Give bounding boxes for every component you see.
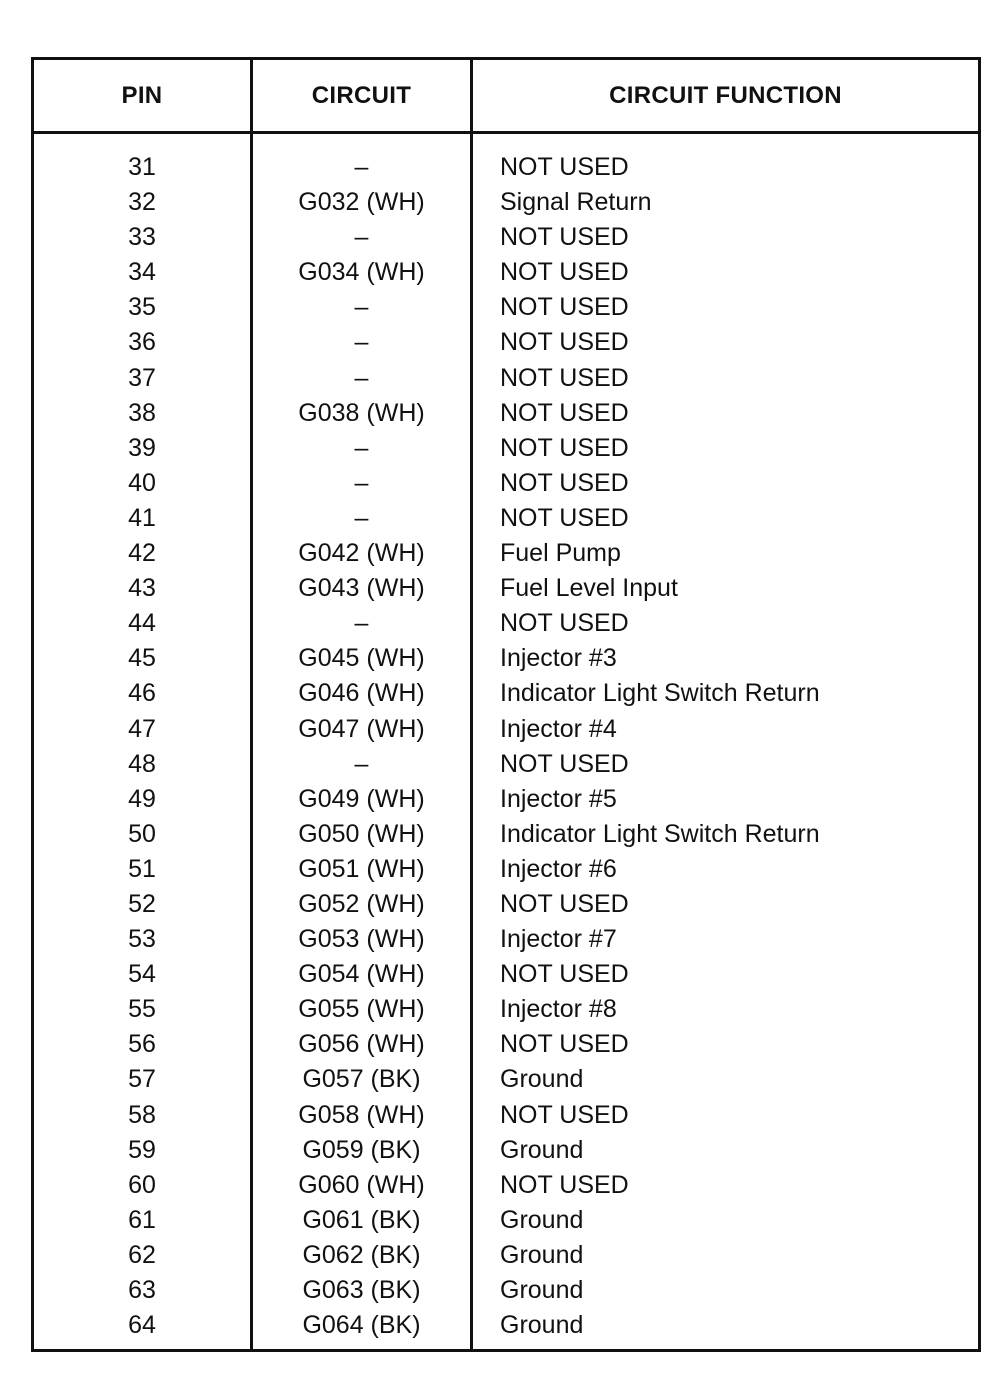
table-row <box>34 712 978 747</box>
circuit-function-cell: Injector #5 <box>500 784 617 813</box>
circuit-cell: – <box>354 609 369 638</box>
table-row <box>34 606 978 641</box>
circuit-function-cell: Ground <box>500 1065 584 1094</box>
pin-cell: 59 <box>128 1135 156 1164</box>
pin-cell: 58 <box>128 1100 156 1129</box>
circuit-cell: – <box>354 468 369 497</box>
table-row <box>34 150 978 185</box>
circuit-cell: G055 (WH) <box>298 995 425 1024</box>
pin-cell: 62 <box>128 1240 156 1269</box>
pin-cell: 61 <box>128 1205 156 1234</box>
circuit-cell: – <box>354 363 369 392</box>
pin-cell: 60 <box>128 1170 156 1199</box>
circuit-function-cell: Ground <box>500 1276 584 1304</box>
header-circuit: CIRCUIT <box>311 81 412 109</box>
circuit-cell: – <box>354 503 369 532</box>
circuit-cell: G032 (WH) <box>298 188 425 217</box>
table-row <box>34 361 978 396</box>
pin-cell: 56 <box>128 1030 156 1059</box>
circuit-cell: G053 (WH) <box>298 925 425 954</box>
table-body <box>34 150 978 1343</box>
circuit-function-cell: Injector #3 <box>500 644 617 673</box>
circuit-cell: G038 (WH) <box>298 398 425 427</box>
pin-cell: 44 <box>128 609 156 638</box>
circuit-function-cell: Signal Return <box>500 188 652 217</box>
circuit-function-cell: Ground <box>500 1240 584 1269</box>
circuit-function-cell: NOT USED <box>500 433 629 462</box>
table-row <box>34 676 978 711</box>
circuit-cell: G052 (WH) <box>298 889 425 918</box>
header-circuit-function: CIRCUIT FUNCTION <box>609 81 842 109</box>
pin-cell: 48 <box>128 749 156 778</box>
circuit-cell: G051 (WH) <box>298 854 425 883</box>
circuit-cell: G047 (WH) <box>298 714 425 743</box>
table-row <box>34 1273 978 1308</box>
circuit-cell: G064 (BK) <box>302 1311 421 1340</box>
circuit-cell: – <box>354 433 369 462</box>
pin-cell: 42 <box>128 539 156 568</box>
table-row <box>34 852 978 887</box>
pin-cell: 63 <box>128 1276 156 1304</box>
table-row <box>34 571 978 606</box>
table-row <box>34 185 978 220</box>
table-row <box>34 957 978 992</box>
circuit-function-cell: NOT USED <box>500 1170 629 1199</box>
circuit-function-cell: Injector #4 <box>500 714 617 743</box>
circuit-cell: G062 (BK) <box>302 1240 421 1269</box>
circuit-cell: – <box>354 328 369 357</box>
circuit-function-cell: Fuel Pump <box>500 539 621 568</box>
table-row <box>34 1203 978 1238</box>
pin-cell: 45 <box>128 644 156 673</box>
circuit-function-cell: Fuel Level Input <box>500 574 678 603</box>
table-row <box>34 1133 978 1168</box>
header-rule <box>34 131 978 134</box>
pin-cell: 39 <box>128 433 156 462</box>
table-row <box>34 922 978 957</box>
circuit-function-cell: Injector #6 <box>500 854 617 883</box>
table-row <box>34 1238 978 1273</box>
circuit-function-cell: Ground <box>500 1311 584 1340</box>
table-row <box>34 1308 978 1343</box>
pin-cell: 49 <box>128 784 156 813</box>
pin-cell: 55 <box>128 995 156 1024</box>
circuit-cell: G058 (WH) <box>298 1100 425 1129</box>
circuit-function-cell: Ground <box>500 1205 584 1234</box>
circuit-function-cell: Ground <box>500 1135 584 1164</box>
circuit-function-cell: Indicator Light Switch Return <box>500 819 820 848</box>
pin-cell: 40 <box>128 468 156 497</box>
circuit-function-cell: NOT USED <box>500 328 629 357</box>
pin-cell: 53 <box>128 925 156 954</box>
pin-circuit-table <box>31 57 981 1352</box>
table-row <box>34 817 978 852</box>
circuit-function-cell: NOT USED <box>500 609 629 638</box>
table-row <box>34 220 978 255</box>
pin-cell: 32 <box>128 188 156 217</box>
pin-cell: 35 <box>128 293 156 322</box>
table-row <box>34 396 978 431</box>
circuit-function-cell: Injector #8 <box>500 995 617 1024</box>
pin-cell: 43 <box>128 574 156 603</box>
table-row <box>34 782 978 817</box>
pin-cell: 57 <box>128 1065 156 1094</box>
pin-cell: 54 <box>128 960 156 989</box>
pin-cell: 37 <box>128 363 156 392</box>
circuit-cell: G049 (WH) <box>298 784 425 813</box>
header-pin: PIN <box>121 81 163 109</box>
pin-cell: 51 <box>128 854 156 883</box>
circuit-cell: G050 (WH) <box>298 819 425 848</box>
pin-cell: 34 <box>128 258 156 287</box>
circuit-function-cell: NOT USED <box>500 398 629 427</box>
table-row <box>34 325 978 360</box>
circuit-function-cell: NOT USED <box>500 1100 629 1129</box>
pin-cell: 33 <box>128 223 156 252</box>
circuit-cell: G063 (BK) <box>302 1276 421 1304</box>
pin-cell: 31 <box>128 153 156 181</box>
circuit-function-cell: NOT USED <box>500 468 629 497</box>
table-row <box>34 1098 978 1133</box>
circuit-function-cell: NOT USED <box>500 749 629 778</box>
pin-cell: 41 <box>128 503 156 532</box>
table-row <box>34 1062 978 1097</box>
table-row <box>34 255 978 290</box>
table-row <box>34 536 978 571</box>
circuit-function-cell: NOT USED <box>500 258 629 287</box>
circuit-cell: G061 (BK) <box>302 1205 421 1234</box>
pin-cell: 50 <box>128 819 156 848</box>
circuit-cell: G046 (WH) <box>298 679 425 708</box>
circuit-cell: G043 (WH) <box>298 574 425 603</box>
circuit-function-cell: Injector #7 <box>500 925 617 954</box>
circuit-function-cell: NOT USED <box>500 889 629 918</box>
circuit-cell: G034 (WH) <box>298 258 425 287</box>
circuit-function-cell: NOT USED <box>500 153 629 181</box>
circuit-cell: G045 (WH) <box>298 644 425 673</box>
table-row <box>34 466 978 501</box>
pin-cell: 46 <box>128 679 156 708</box>
circuit-cell: – <box>354 223 369 252</box>
circuit-cell: G057 (BK) <box>302 1065 421 1094</box>
circuit-function-cell: NOT USED <box>500 223 629 252</box>
pin-cell: 36 <box>128 328 156 357</box>
table-row <box>34 431 978 466</box>
table-row <box>34 992 978 1027</box>
pin-cell: 38 <box>128 398 156 427</box>
table-row <box>34 501 978 536</box>
circuit-cell: G054 (WH) <box>298 960 425 989</box>
circuit-cell: G056 (WH) <box>298 1030 425 1059</box>
circuit-function-cell: NOT USED <box>500 293 629 322</box>
circuit-function-cell: NOT USED <box>500 960 629 989</box>
circuit-function-cell: NOT USED <box>500 503 629 532</box>
pin-cell: 64 <box>128 1311 156 1340</box>
table-row <box>34 1168 978 1203</box>
circuit-function-cell: NOT USED <box>500 1030 629 1059</box>
circuit-cell: – <box>354 153 369 181</box>
pin-cell: 52 <box>128 889 156 918</box>
table-row <box>34 747 978 782</box>
circuit-function-cell: NOT USED <box>500 363 629 392</box>
circuit-function-cell: Indicator Light Switch Return <box>500 679 820 708</box>
circuit-cell: – <box>354 749 369 778</box>
circuit-cell: G059 (BK) <box>302 1135 421 1164</box>
circuit-cell: G042 (WH) <box>298 539 425 568</box>
table-row <box>34 290 978 325</box>
table-row <box>34 1027 978 1062</box>
circuit-cell: G060 (WH) <box>298 1170 425 1199</box>
circuit-cell: – <box>354 293 369 322</box>
table-row <box>34 641 978 676</box>
table-row <box>34 887 978 922</box>
pin-cell: 47 <box>128 714 156 743</box>
